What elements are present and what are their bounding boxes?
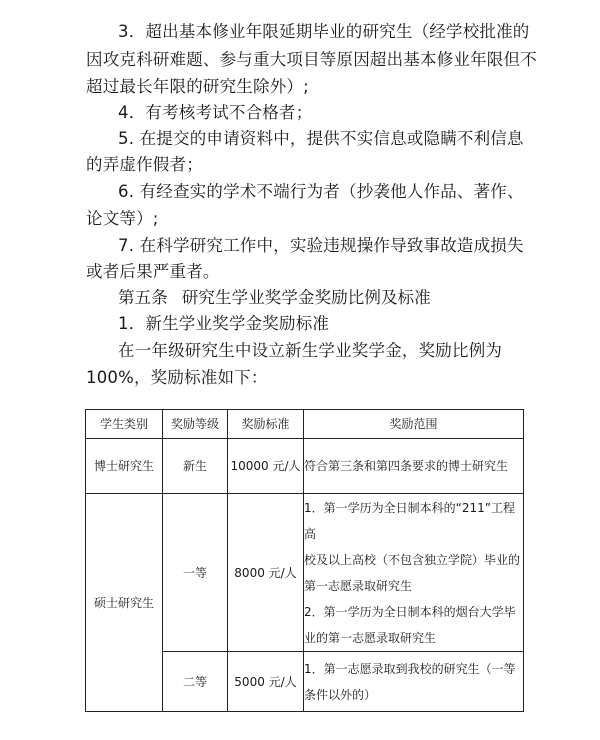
cell-scope: [304, 652, 524, 712]
intro-line: 在一年级研究生中设立新生学业奖学金，奖励比例为: [118, 341, 503, 360]
scope-line: 第一志愿录取研究生: [304, 578, 413, 593]
article-title: 研究生学业奖学金奖励比例及标准: [181, 288, 431, 307]
cell-level: 二等: [163, 652, 228, 712]
table-row-phd: [86, 439, 524, 494]
table-row-master-first: [86, 494, 524, 652]
scope-line: 1．第一学历为全日制本科的“211”工程高: [304, 500, 515, 541]
scholarship-standard-table: [85, 409, 524, 712]
article-heading: [118, 286, 558, 310]
paragraph-line: 7. 在科学研究工作中，实验违规操作导致事故造成损失: [118, 236, 524, 255]
section-heading: 1．新生学业奖学金奖励标准: [118, 314, 330, 333]
paragraph-line: 的弄虚作假者；: [86, 155, 203, 174]
cell-level: 新生: [163, 439, 228, 494]
cell-category: 博士研究生: [86, 439, 163, 494]
paragraph-line: 3．超出基本修业年限延期毕业的研究生（经学校批准的: [118, 22, 530, 41]
paragraph-line: 因攻克科研难题、参与重大项目等原因超出基本修业年限但不: [86, 50, 537, 69]
cell-standard: 10000 元/人: [228, 439, 304, 494]
header-category: 学生类别: [86, 410, 163, 439]
cell-scope: [304, 494, 524, 652]
cell-category: 硕士研究生: [86, 494, 163, 712]
paragraph-line: 5. 在提交的申请资料中，提供不实信息或隐瞒不利信息: [118, 129, 524, 148]
paragraph-line: 6. 有经查实的学术不端行为者（抄袭他人作品、著作、: [118, 182, 524, 201]
scope-line: 业的第一志愿录取研究生: [304, 630, 437, 645]
paragraph-line: 或者后果严重者。: [86, 262, 220, 281]
scope-line: 1．第一志愿录取到我校的研究生（一等: [304, 661, 516, 676]
paragraph-line: 超过最长年限的研究生除外）;: [86, 77, 309, 96]
cell-standard: 5000 元/人: [228, 652, 304, 712]
scope-line: 2．第一学历为全日制本科的烟台大学毕: [304, 604, 516, 619]
header-scope: 奖励范围: [304, 410, 524, 439]
header-level: 奖励等级: [163, 410, 228, 439]
scope-line: 条件以外的）: [304, 687, 377, 702]
article-number: 第五条: [118, 288, 168, 307]
paragraph-line: 论文等）;: [86, 209, 159, 228]
scope-line: 校及以上高校（不包含独立学院）毕业的: [304, 552, 521, 567]
header-standard: 奖励标准: [228, 410, 304, 439]
paragraph-line: 4．有考核考试不合格者；: [118, 103, 313, 122]
intro-line: 100%，奖励标准如下：: [86, 368, 268, 387]
cell-level: 一等: [163, 494, 228, 652]
cell-scope: 符合第三条和第四条要求的博士研究生: [304, 439, 524, 494]
cell-standard: 8000 元/人: [228, 494, 304, 652]
table-header-row: [86, 410, 524, 439]
